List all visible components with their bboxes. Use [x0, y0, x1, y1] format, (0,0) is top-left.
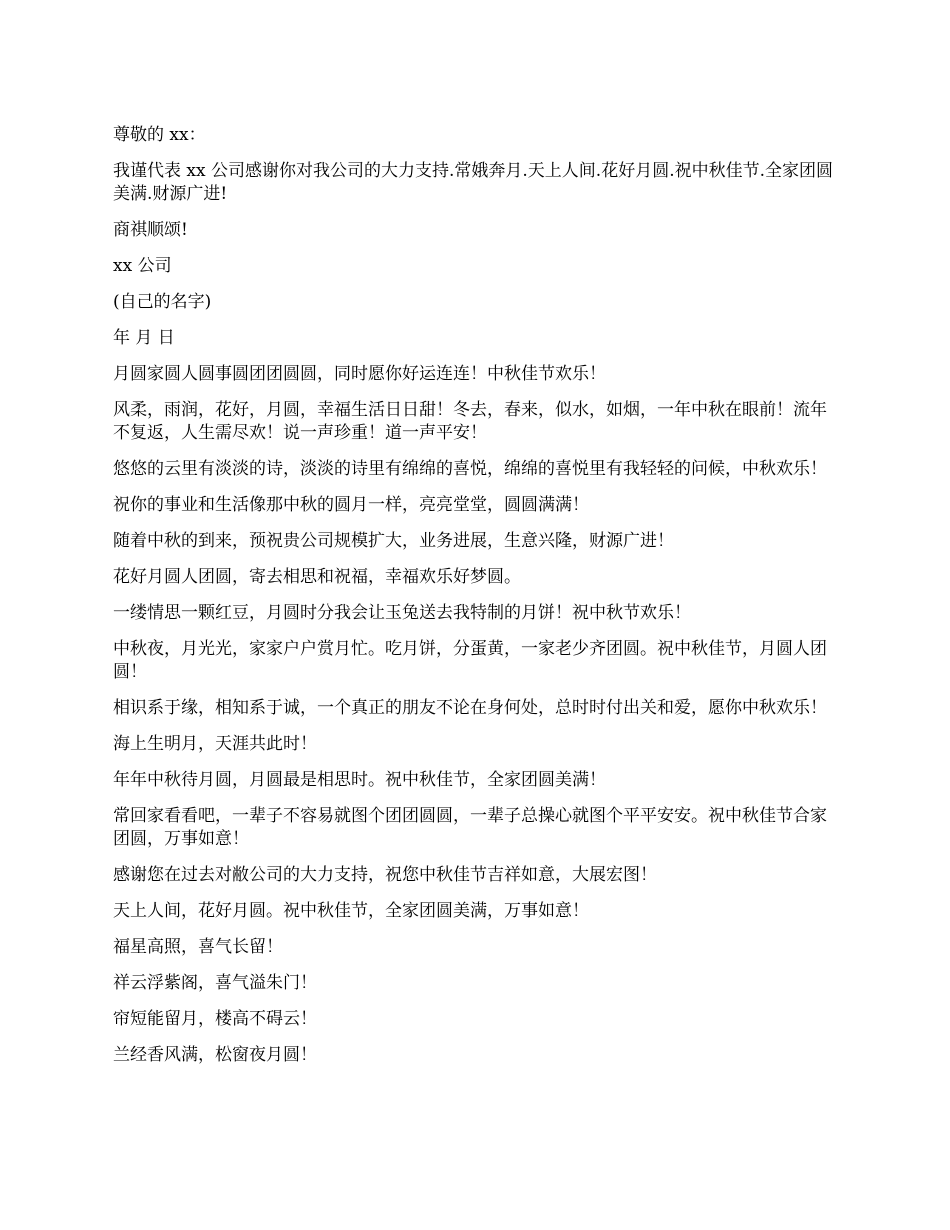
greeting-paragraph: 祝你的事业和生活像那中秋的圆月一样，亮亮堂堂，圆圆满满！ [113, 495, 589, 515]
greeting-paragraph: 天上人间，花好月圆。祝中秋佳节，全家团圆美满，万事如意！ [113, 901, 589, 921]
body-paragraph: 我谨代表 xx 公司感谢你对我公司的大力支持.常娥奔月.天上人间.花好月圆.祝中秋佳节.全家团圆美满.财源广进! [113, 161, 833, 204]
greeting-paragraph: 中秋夜，月光光，家家户户赏月忙。吃月饼，分蛋黄，一家老少齐团圆。祝中秋佳节，月圆人团圆！ [113, 639, 827, 682]
closing-phrase: 商祺顺颂! [113, 220, 188, 240]
greeting-paragraph: 悠悠的云里有淡淡的诗，淡淡的诗里有绵绵的喜悦，绵绵的喜悦里有我轻轻的问候，中秋欢乐！ [113, 459, 827, 479]
greeting-paragraph: 感谢您在过去对敝公司的大力支持，祝您中秋佳节吉祥如意，大展宏图！ [113, 865, 657, 885]
greeting-paragraph: 一缕情思一颗红豆，月圆时分我会让玉兔送去我特制的月饼！祝中秋节欢乐！ [113, 603, 691, 623]
greeting-paragraph: 帘短能留月，楼高不碍云！ [113, 1009, 317, 1029]
date-line: 年 月 日 [113, 328, 175, 348]
greeting-paragraph: 花好月圆人团圆，寄去相思和祝福，幸福欢乐好梦圆。 [113, 567, 521, 587]
greeting-paragraph: 福星高照，喜气长留！ [113, 937, 283, 957]
greeting-paragraph: 海上生明月，天涯共此时！ [113, 734, 317, 754]
greeting-paragraph: 年年中秋待月圆，月圆最是相思时。祝中秋佳节，全家团圆美满！ [113, 770, 606, 790]
salutation: 尊敬的 xx： [113, 125, 206, 145]
sender-company: xx 公司 [113, 256, 172, 276]
document-body [113, 124, 843, 1080]
greeting-paragraph: 风柔，雨润，花好，月圆，幸福生活日日甜！冬去，春来，似水，如烟，一年中秋在眼前！流年不复返，人生需尽欢！说一声珍重！道一声平安！ [113, 400, 827, 443]
greeting-paragraph: 随着中秋的到来，预祝贵公司规模扩大，业务进展，生意兴隆，财源广进！ [113, 531, 674, 551]
greeting-paragraph: 常回家看看吧，一辈子不容易就图个团团圆圆，一辈子总操心就图个平平安安。祝中秋佳节合家团圆，万事如意！ [113, 806, 827, 849]
greeting-paragraph: 月圆家圆人圆事圆团团圆圆，同时愿你好运连连！中秋佳节欢乐！ [113, 364, 606, 384]
sender-name: (自己的名字) [113, 292, 212, 312]
greeting-paragraph: 相识系于缘，相知系于诚，一个真正的朋友不论在身何处，总时时付出关和爱，愿你中秋欢乐！ [113, 698, 827, 718]
greeting-paragraph: 兰经香风满，松窗夜月圆！ [113, 1045, 317, 1065]
greeting-paragraph: 祥云浮紫阁，喜气溢朱门！ [113, 973, 317, 993]
